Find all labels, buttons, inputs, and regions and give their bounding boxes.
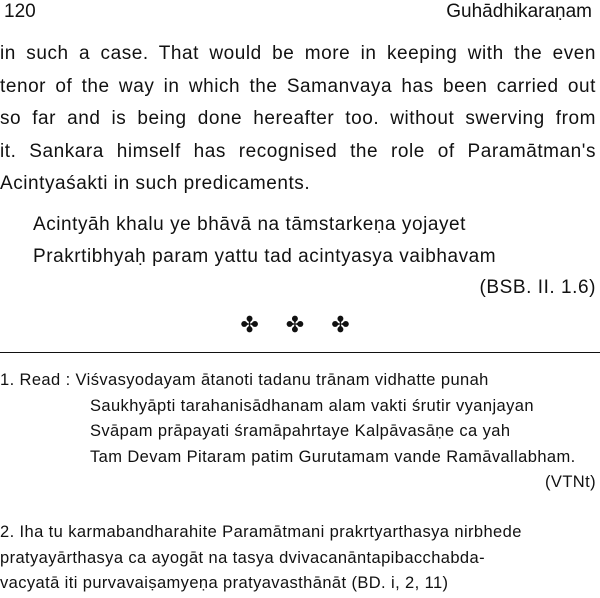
footnote-line: vacyatā iti purvavaiṣamyeṇa pratyavasthānāt (BD. i, 2, 11) xyxy=(0,574,449,592)
footnote-line: pratyayārthasya ca ayogāt na tasya dvivacanāntapibacchabda- xyxy=(0,548,485,567)
footnote-line: Saukhyāpti tarahanisādhanam alam vakti śrutir vyanjayan xyxy=(90,396,534,415)
footnote-line: Svāpam prāpayati śramāpahrtaye Kalpāvasāṇe ca yah xyxy=(90,422,511,440)
footnote-1 xyxy=(0,368,596,496)
page-number: 120 xyxy=(4,1,36,22)
section-ornament: ✤ ✤ ✤ xyxy=(240,313,360,338)
body-line: Acintyaśakti in such predicaments. xyxy=(0,173,311,194)
footnote-line: 2. Iha tu karmabandharahite Paramātmani prakrtyarthasya nirbhede xyxy=(0,523,522,541)
verse-line: Prakrtibhyaḥ param yattu tad acintyasya vaibhavam xyxy=(33,245,497,267)
body-line: it. Sankara himself has recognised the role of Paramātman's xyxy=(0,140,596,162)
running-title: Guhādhikaraṇam xyxy=(446,1,592,22)
verse-line: Acintyāh khalu ye bhāvā na tāmstarkeṇa yojayet xyxy=(33,214,466,235)
verse-citation: (BSB. II. 1.6) xyxy=(479,277,596,298)
footnote-line: 1. Read : Viśvasyodayam ātanoti tadanu trānam vidhatte punah xyxy=(0,371,489,389)
body-line: so far and is being done hereafter too. without swerving from xyxy=(0,108,596,129)
footnote-source: (VTNt) xyxy=(545,473,596,491)
body-line: tenor of the way in which the Samanvaya has been carried out xyxy=(0,75,596,97)
footnote-line: Tam Devam Pitaram patim Gurutamam vande Ramāvallabham. xyxy=(90,447,576,466)
footnote-2 xyxy=(0,520,596,597)
verse-quotation xyxy=(33,209,596,304)
footnote-divider xyxy=(0,352,600,353)
body-paragraph xyxy=(0,38,596,201)
page-header xyxy=(0,0,600,26)
body-line: in such a case. That would be more in keeping with the even xyxy=(0,43,596,64)
